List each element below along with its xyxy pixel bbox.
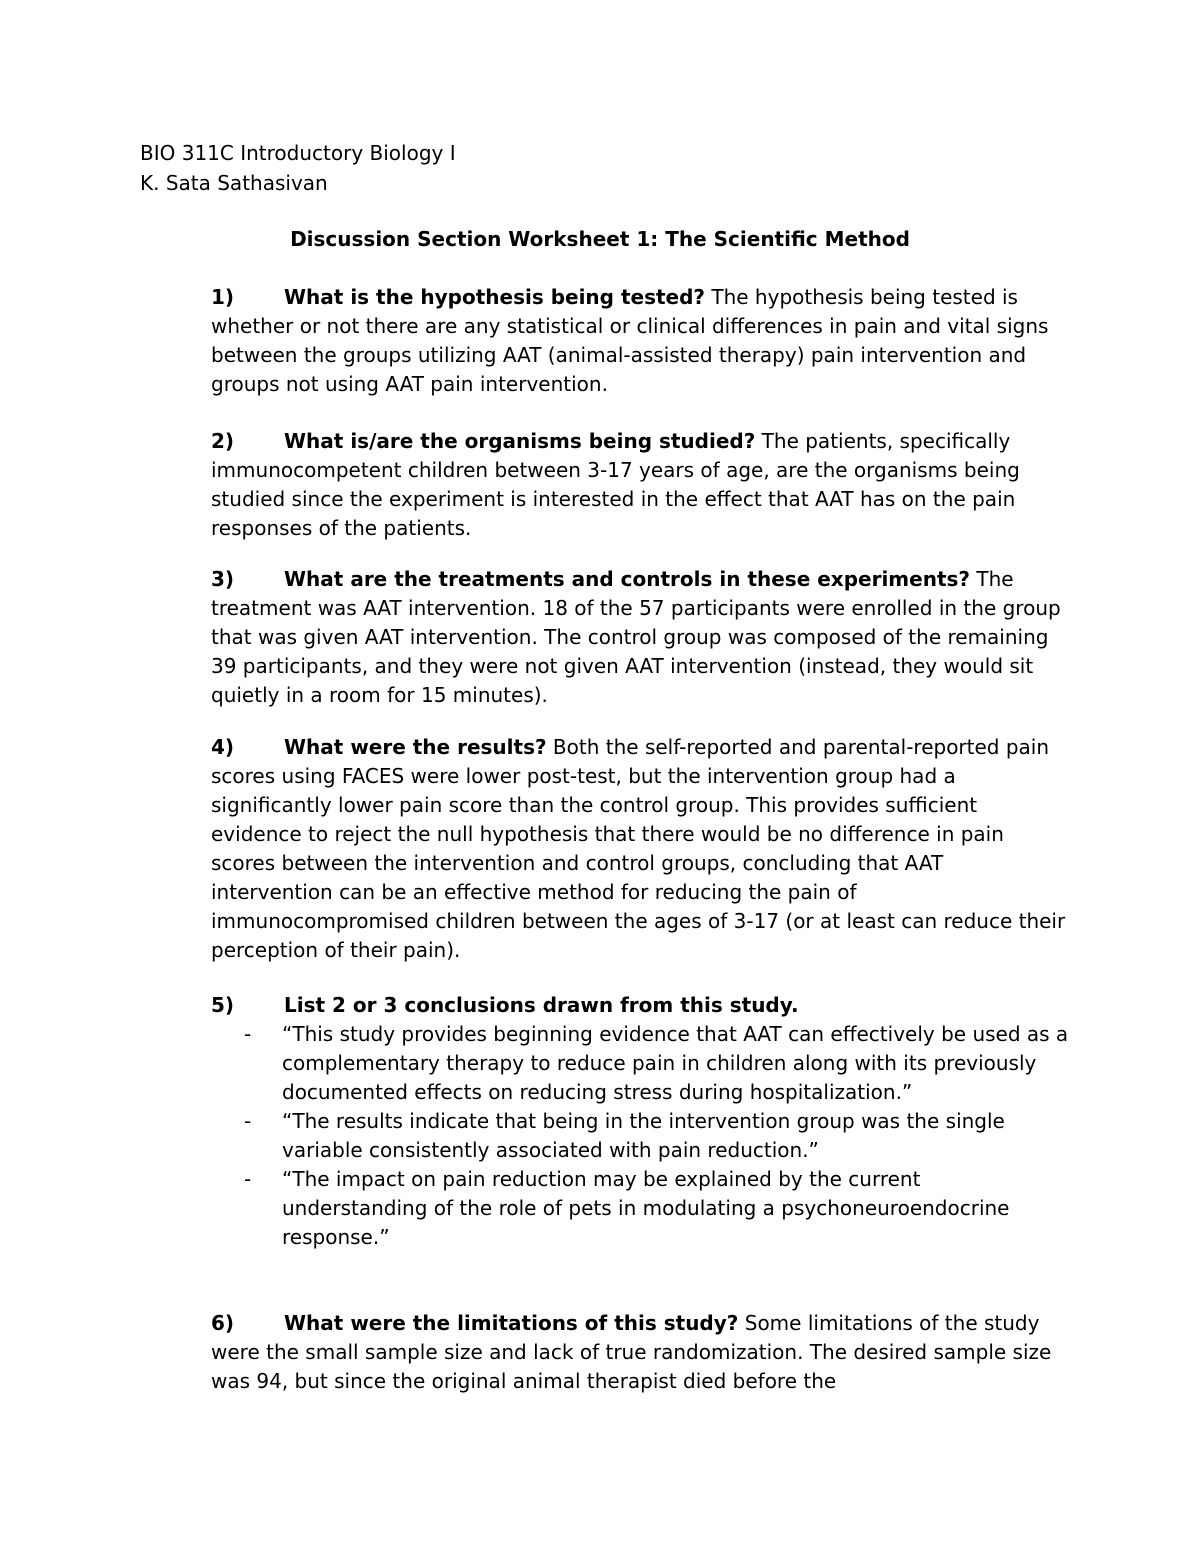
question-paragraph (211, 427, 1071, 543)
answer-text: The hypothesis being tested is whether or not there are any statistical or clinical differences in pain and vital signs between the groups utilizing AAT (animal-assisted therapy) pain intervention and groups not using AAT pain intervention. (211, 285, 1049, 396)
bullet-dash: - (244, 1167, 252, 1191)
question-number: 6) (211, 1311, 235, 1335)
bullet-dash: - (244, 1109, 252, 1133)
question-number: 3) (211, 567, 235, 591)
question-text: What is the hypothesis being tested? (284, 285, 706, 309)
question-3 (211, 565, 1071, 710)
list-item-text: “The results indicate that being in the intervention group was the single variable consistently associated with pain reduction.” (282, 1109, 1005, 1162)
question-1 (211, 283, 1071, 399)
question-number: 5) (211, 993, 235, 1017)
question-paragraph (211, 283, 1071, 399)
question-paragraph (211, 733, 1071, 965)
list-item (211, 1165, 1071, 1252)
conclusions-list (211, 1020, 1071, 1252)
course-title: BIO 311C Introductory Biology I (140, 141, 456, 165)
question-number: 2) (211, 429, 235, 453)
question-text: List 2 or 3 conclusions drawn from this study. (284, 993, 799, 1017)
answer-text: Both the self-reported and parental-reported pain scores using FACES were lower post-test, but the intervention group had a significantly lower pain score than the control group. This provides sufficient evidence to reject the null hypothesis that there would be no difference in pain scores between the intervention and control groups, concluding that AAT intervention can be an effective method for reducing the pain of immunocompromised children between the ages of 3-17 (or at least can reduce their perception of their pain). (211, 735, 1066, 962)
question-text: What were the results? (284, 735, 547, 759)
question-number: 1) (211, 285, 235, 309)
question-text: What are the treatments and controls in these experiments? (284, 567, 971, 591)
question-4 (211, 733, 1071, 965)
answer-text: The patients, specifically immunocompetent children between 3-17 years of age, are the organisms being studied since the experiment is interested in the effect that AAT has on the pain responses of the patients. (211, 429, 1020, 540)
question-6 (211, 1309, 1071, 1396)
list-item-text: “The impact on pain reduction may be explained by the current understanding of the role of pets in modulating a psychoneuroendocrine response.” (282, 1167, 1010, 1249)
document-header (140, 138, 456, 198)
list-item (211, 1107, 1071, 1165)
answer-text: Some limitations of the study were the small sample size and lack of true randomization. The desired sample size was 94, but since the original animal therapist died before the (211, 1311, 1052, 1393)
worksheet-title: Discussion Section Worksheet 1: The Scientific Method (290, 227, 910, 251)
question-paragraph (211, 565, 1071, 710)
question-2 (211, 427, 1071, 543)
answer-text: The treatment was AAT intervention. 18 of the 57 participants were enrolled in the group that was given AAT intervention. The control group was composed of the remaining 39 participants, and they were not given AAT intervention (instead, they would sit quietly in a room for 15 minutes). (211, 567, 1061, 707)
question-text: What is/are the organisms being studied? (284, 429, 756, 453)
instructor-name: K. Sata Sathasivan (140, 171, 328, 195)
question-paragraph (211, 1309, 1071, 1396)
question-paragraph (211, 991, 1071, 1020)
bullet-dash: - (244, 1022, 252, 1046)
question-5 (211, 991, 1071, 1252)
question-text: What were the limitations of this study? (284, 1311, 739, 1335)
list-item (211, 1020, 1071, 1107)
question-number: 4) (211, 735, 235, 759)
list-item-text: “This study provides beginning evidence that AAT can effectively be used as a complementary therapy to reduce pain in children along with its previously documented effects on reducing stress during hospitalization.” (282, 1022, 1069, 1104)
